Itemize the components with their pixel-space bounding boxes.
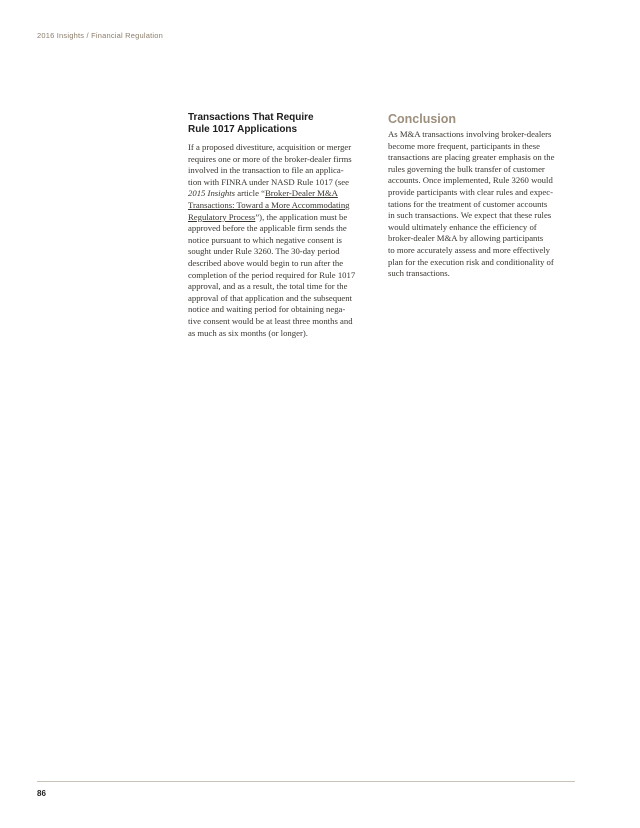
conclusion-title: Conclusion (388, 112, 457, 126)
page-number: 86 (37, 789, 46, 798)
body-line: approval of that application and the subsequent (188, 292, 353, 303)
article-link-part-1[interactable]: Broker-Dealer M&A (264, 188, 338, 199)
left-column (188, 112, 380, 339)
body-line: would ultimately enhance the efficiency of (388, 221, 537, 232)
footer-divider (37, 781, 575, 782)
body-line: become more frequent, participants in these (388, 140, 540, 151)
body-line: as much as six months (or longer). (188, 327, 308, 338)
body-line: to more accurately assess and more effectively (388, 244, 550, 255)
article-link-part-3[interactable]: Regulatory Process (188, 211, 256, 222)
body-text: ”), the application must be (255, 211, 348, 222)
rule-1017-paragraph (188, 142, 380, 339)
section-title-rule-1017 (188, 112, 380, 136)
body-line: broker-dealer M&A by allowing participants (388, 233, 544, 244)
body-line: If a proposed divestiture, acquisition or merger (188, 142, 352, 152)
body-line: tations for the treatment of customer accounts (388, 198, 548, 209)
body-line (188, 188, 380, 200)
body-line: notice and waiting period for obtaining nega- (188, 304, 346, 315)
conclusion-paragraph (388, 129, 578, 280)
publication-title: 2015 Insights (188, 188, 236, 199)
body-line (188, 212, 380, 224)
running-header: 2016 Insights / Financial Regulation (37, 31, 164, 40)
body-line: requires one or more of the broker-dealer firms (188, 153, 352, 164)
body-line: tive consent would be at least three months and (188, 315, 353, 326)
body-text: article “ (235, 188, 265, 199)
section-title-line-2: Rule 1017 Applications (188, 124, 298, 135)
right-column (388, 112, 578, 280)
section-title-line-1: Transactions That Require (188, 112, 314, 123)
body-line: accounts. Once implemented, Rule 3260 would (388, 175, 553, 186)
body-line (188, 200, 380, 212)
body-line: provide participants with clear rules and expec- (388, 186, 553, 197)
body-line: completion of the period required for Rule 1017 (188, 269, 356, 280)
body-line: approval, and as a result, the total time for the (188, 281, 348, 292)
body-line: tion with FINRA under NASD Rule 1017 (see (188, 176, 349, 187)
body-line: transactions are placing greater emphasis on the (388, 152, 555, 163)
article-link-part-2[interactable]: Transactions: Toward a More Accommodating (188, 199, 350, 210)
body-line: involved in the transaction to file an applica- (188, 165, 344, 176)
body-line: described above would begin to run after the (188, 257, 344, 268)
body-line: rules governing the bulk transfer of customer (388, 163, 545, 174)
body-line: As M&A transactions involving broker-dealers (388, 129, 552, 139)
body-line: notice pursuant to which negative consent is (188, 234, 342, 245)
body-line: approved before the applicable firm sends the (188, 223, 347, 234)
body-line: such transactions. (388, 268, 450, 279)
body-line: sought under Rule 3260. The 30-day period (188, 246, 340, 257)
body-line: in such transactions. We expect that these rules (388, 210, 552, 221)
body-line: plan for the execution risk and conditionality of (388, 256, 554, 267)
